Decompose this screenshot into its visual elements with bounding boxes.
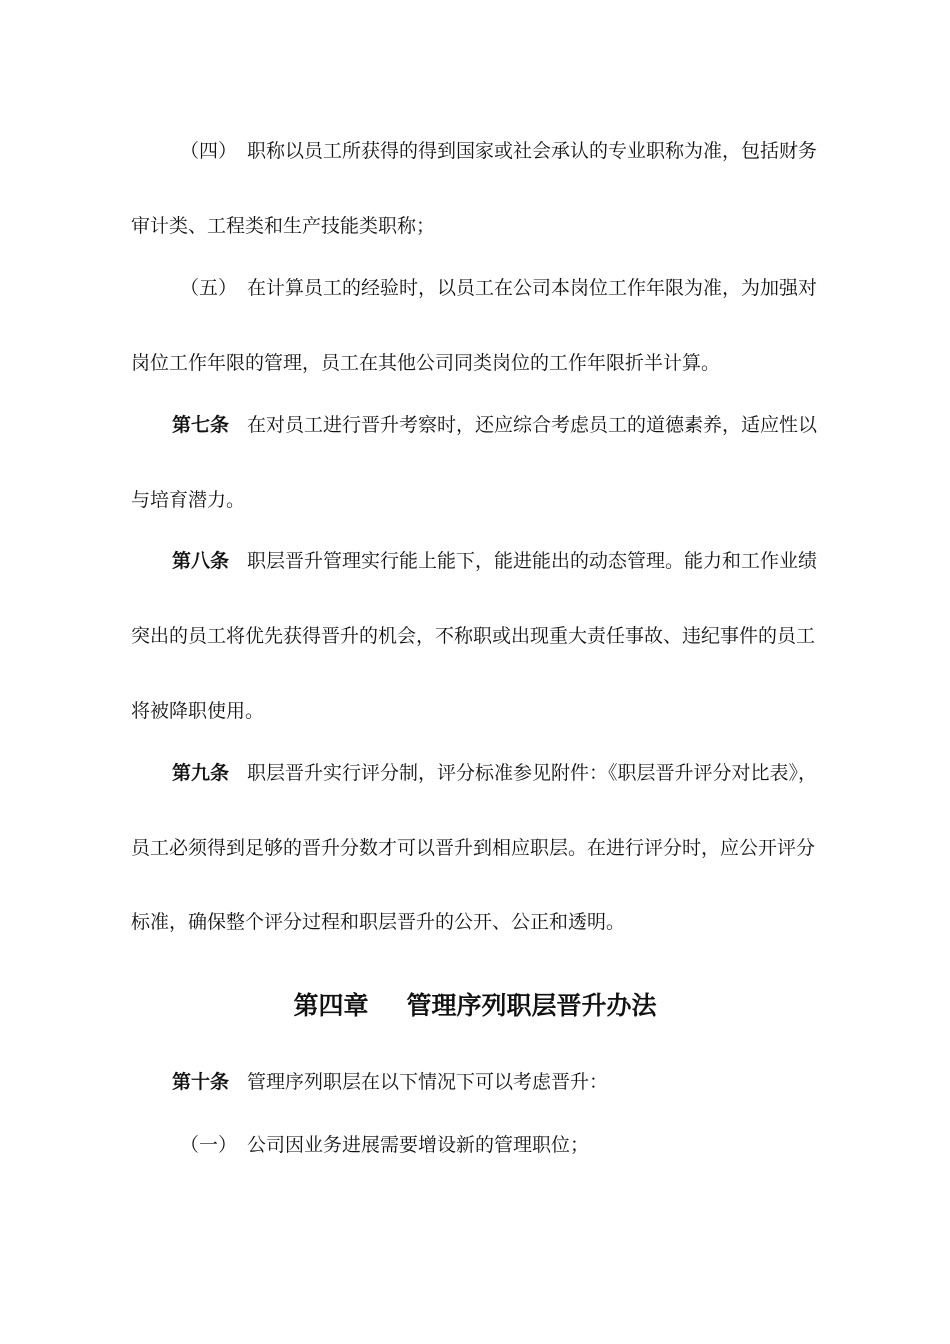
article-9-line-2: 员工必须得到足够的晋升分数才可以晋升到相应职层。在进行评分时，应公开评分 <box>131 837 816 859</box>
item-1-text: 公司因业务进展需要增设新的管理职位； <box>247 1134 590 1156</box>
article-8-line-2: 突出的员工将优先获得晋升的机会，不称职或出现重大责任事故、违纪事件的员工 <box>131 625 816 647</box>
paragraph-4-text: 职称以员工所获得的得到国家或社会承认的专业职称为准，包括财务 <box>247 140 818 162</box>
article-9-line-1 <box>172 761 817 785</box>
article-7-text: 在对员工进行晋升考察时，还应综合考虑员工的道德素养，适应性以 <box>247 414 818 436</box>
paragraph-5-label: （五） <box>180 277 238 299</box>
article-8-line-1 <box>172 549 817 573</box>
item-1-line-1 <box>172 1133 589 1157</box>
item-1-label: （一） <box>180 1134 238 1156</box>
article-10-label: 第十条 <box>172 1071 230 1093</box>
paragraph-4-label: （四） <box>180 140 238 162</box>
paragraph-4-line-1 <box>172 139 817 163</box>
chapter-number: 第四章 <box>293 991 369 1020</box>
article-10-line-1 <box>172 1070 608 1094</box>
chapter-heading <box>0 990 950 1022</box>
article-9-line-3: 标准，确保整个评分过程和职层晋升的公开、公正和透明。 <box>131 911 626 933</box>
chapter-title: 管理序列职层晋升办法 <box>406 991 657 1020</box>
article-8-text: 职层晋升管理实行能上能下，能进能出的动态管理。能力和工作业绩 <box>247 550 818 572</box>
article-9-text: 职层晋升实行评分制，评分标准参见附件：《职层晋升评分对比表》， <box>247 762 818 784</box>
paragraph-5-text: 在计算员工的经验时，以员工在公司本岗位工作年限为准，为加强对 <box>247 277 818 299</box>
article-7-line-1 <box>172 413 817 437</box>
paragraph-4-line-2: 审计类、工程类和生产技能类职称； <box>131 215 436 237</box>
paragraph-5-line-1 <box>172 276 817 300</box>
article-7-line-2: 与培育潜力。 <box>131 489 246 511</box>
article-10-text: 管理序列职层在以下情况下可以考虑晋升： <box>247 1071 609 1093</box>
article-7-label: 第七条 <box>172 414 230 436</box>
article-8-label: 第八条 <box>172 550 230 572</box>
article-9-label: 第九条 <box>172 762 230 784</box>
paragraph-5-line-2: 岗位工作年限的管理，员工在其他公司同类岗位的工作年限折半计算。 <box>131 352 721 374</box>
article-8-line-3: 将被降职使用。 <box>131 700 265 722</box>
